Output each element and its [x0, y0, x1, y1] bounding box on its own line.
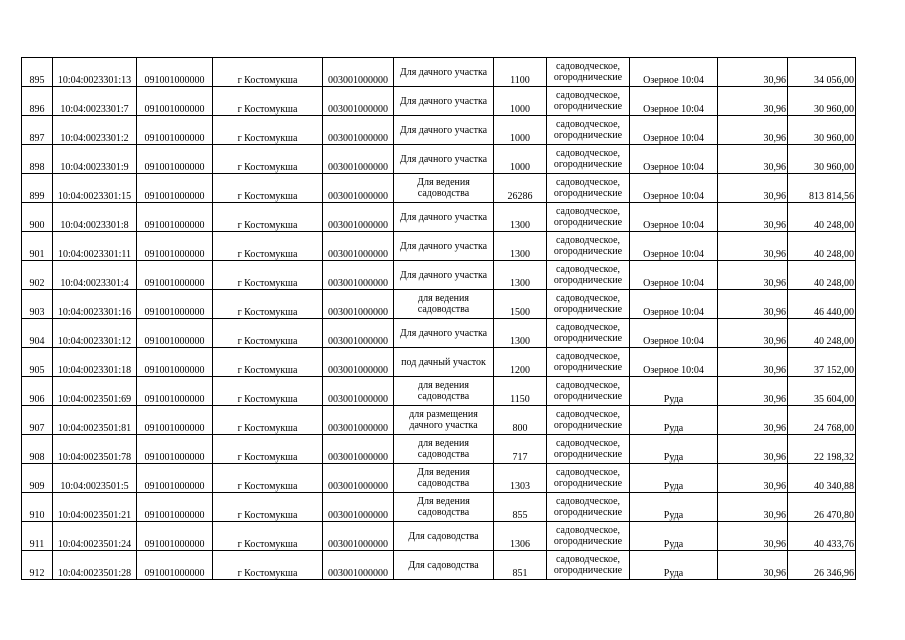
cadastral-value-cell: 40 248,00 — [788, 319, 856, 348]
settlement-code-cell: 091001000000 — [137, 377, 213, 406]
location-name-cell: Руда — [630, 551, 718, 580]
use-category-cell — [547, 145, 630, 174]
permitted-use-line: садоводства — [417, 449, 470, 460]
permitted-use-cell — [394, 406, 494, 435]
settlement-name-cell: г Костомукша — [213, 232, 323, 261]
permitted-use-cell — [394, 116, 494, 145]
rate-value-cell: 30,96 — [718, 87, 788, 116]
location-name-cell: Озерное 10:04 — [630, 290, 718, 319]
settlement-name-cell: г Костомукша — [213, 348, 323, 377]
settlement-name-cell: г Костомукша — [213, 145, 323, 174]
row-number-cell: 909 — [22, 464, 53, 493]
use-category-cell — [547, 464, 630, 493]
settlement-code-cell: 091001000000 — [137, 551, 213, 580]
permitted-use-line: под дачный участок — [401, 356, 486, 368]
permitted-use-line: Для дачного участка — [399, 124, 488, 136]
cadastral-number-cell: 10:04:0023301:8 — [53, 203, 137, 232]
rate-value-cell: 30,96 — [718, 377, 788, 406]
cadastral-number-cell: 10:04:0023501:69 — [53, 377, 137, 406]
oktmo-code-cell: 003001000000 — [323, 406, 394, 435]
permitted-use-line: для ведения — [418, 438, 469, 449]
oktmo-code-cell: 003001000000 — [323, 522, 394, 551]
table-row — [22, 87, 856, 116]
permitted-use-line: Для дачного участка — [399, 95, 488, 107]
settlement-code-cell: 091001000000 — [137, 232, 213, 261]
use-category-cell — [547, 58, 630, 87]
area-value-cell: 1300 — [494, 319, 547, 348]
permitted-use-cell — [394, 145, 494, 174]
use-category-line: огороднические — [553, 449, 623, 460]
use-category-line: садоводческое, — [555, 61, 621, 72]
permitted-use-cell — [394, 319, 494, 348]
table-row — [22, 348, 856, 377]
permitted-use-cell — [394, 232, 494, 261]
cadastral-value-cell: 30 960,00 — [788, 145, 856, 174]
permitted-use-cell — [394, 435, 494, 464]
permitted-use-cell — [394, 174, 494, 203]
use-category-line: садоводческое, — [555, 264, 621, 275]
use-category-cell — [547, 290, 630, 319]
cadastral-number-cell: 10:04:0023501:81 — [53, 406, 137, 435]
location-name-cell: Озерное 10:04 — [630, 116, 718, 145]
permitted-use-cell — [394, 377, 494, 406]
settlement-code-cell: 091001000000 — [137, 145, 213, 174]
cadastral-value-cell: 40 248,00 — [788, 232, 856, 261]
permitted-use-line: Для садоводства — [408, 530, 479, 542]
area-value-cell: 1300 — [494, 261, 547, 290]
use-category-line: огороднические — [553, 246, 623, 257]
settlement-code-cell: 091001000000 — [137, 87, 213, 116]
rate-value-cell: 30,96 — [718, 406, 788, 435]
permitted-use-line: садоводства — [417, 507, 470, 518]
cadastral-value-cell: 30 960,00 — [788, 87, 856, 116]
use-category-line: огороднические — [553, 101, 623, 112]
table-row — [22, 464, 856, 493]
oktmo-code-cell: 003001000000 — [323, 203, 394, 232]
settlement-code-cell: 091001000000 — [137, 174, 213, 203]
settlement-code-cell: 091001000000 — [137, 319, 213, 348]
permitted-use-line: Для дачного участка — [399, 327, 488, 339]
settlement-name-cell: г Костомукша — [213, 435, 323, 464]
area-value-cell: 851 — [494, 551, 547, 580]
cadastral-number-cell: 10:04:0023501:28 — [53, 551, 137, 580]
cadastral-value-cell: 22 198,32 — [788, 435, 856, 464]
row-number-cell: 903 — [22, 290, 53, 319]
use-category-cell — [547, 116, 630, 145]
settlement-code-cell: 091001000000 — [137, 348, 213, 377]
settlement-name-cell: г Костомукша — [213, 406, 323, 435]
permitted-use-line: Для садоводства — [408, 559, 479, 571]
use-category-line: садоводческое, — [555, 496, 621, 507]
permitted-use-line: садоводства — [417, 391, 470, 402]
location-name-cell: Руда — [630, 464, 718, 493]
table-row — [22, 116, 856, 145]
settlement-name-cell: г Костомукша — [213, 493, 323, 522]
use-category-cell — [547, 174, 630, 203]
cadastral-number-cell: 10:04:0023301:16 — [53, 290, 137, 319]
settlement-name-cell: г Костомукша — [213, 87, 323, 116]
table-row — [22, 319, 856, 348]
cadastral-number-cell: 10:04:0023301:4 — [53, 261, 137, 290]
permitted-use-line: садоводства — [417, 478, 470, 489]
cadastral-number-cell: 10:04:0023301:15 — [53, 174, 137, 203]
use-category-line: огороднические — [553, 159, 623, 170]
settlement-code-cell: 091001000000 — [137, 464, 213, 493]
area-value-cell: 1100 — [494, 58, 547, 87]
cadastral-value-cell: 46 440,00 — [788, 290, 856, 319]
use-category-cell — [547, 87, 630, 116]
oktmo-code-cell: 003001000000 — [323, 290, 394, 319]
table-row — [22, 174, 856, 203]
settlement-name-cell: г Костомукша — [213, 261, 323, 290]
use-category-cell — [547, 435, 630, 464]
cadastral-number-cell: 10:04:0023301:13 — [53, 58, 137, 87]
settlement-code-cell: 091001000000 — [137, 522, 213, 551]
permitted-use-line: Для дачного участка — [399, 240, 488, 252]
location-name-cell: Руда — [630, 522, 718, 551]
cadastral-value-cell: 40 340,88 — [788, 464, 856, 493]
settlement-name-cell: г Костомукша — [213, 551, 323, 580]
land-registry-table — [21, 57, 856, 580]
table-row — [22, 261, 856, 290]
cadastral-value-cell: 34 056,00 — [788, 58, 856, 87]
location-name-cell: Озерное 10:04 — [630, 87, 718, 116]
table-row — [22, 145, 856, 174]
permitted-use-cell — [394, 522, 494, 551]
use-category-line: садоводческое, — [555, 554, 621, 565]
oktmo-code-cell: 003001000000 — [323, 87, 394, 116]
permitted-use-line: Для дачного участка — [399, 66, 488, 78]
table-row — [22, 58, 856, 87]
area-value-cell: 1306 — [494, 522, 547, 551]
cadastral-number-cell: 10:04:0023301:2 — [53, 116, 137, 145]
permitted-use-cell — [394, 87, 494, 116]
use-category-line: огороднические — [553, 536, 623, 547]
use-category-cell — [547, 493, 630, 522]
use-category-cell — [547, 551, 630, 580]
permitted-use-line: садоводства — [417, 304, 470, 315]
cadastral-number-cell: 10:04:0023301:9 — [53, 145, 137, 174]
table-row — [22, 232, 856, 261]
location-name-cell: Озерное 10:04 — [630, 348, 718, 377]
row-number-cell: 898 — [22, 145, 53, 174]
rate-value-cell: 30,96 — [718, 348, 788, 377]
permitted-use-cell — [394, 261, 494, 290]
use-category-line: садоводческое, — [555, 148, 621, 159]
settlement-name-cell: г Костомукша — [213, 522, 323, 551]
area-value-cell: 1000 — [494, 145, 547, 174]
use-category-line: огороднические — [553, 217, 623, 228]
row-number-cell: 906 — [22, 377, 53, 406]
use-category-line: садоводческое, — [555, 322, 621, 333]
oktmo-code-cell: 003001000000 — [323, 261, 394, 290]
row-number-cell: 897 — [22, 116, 53, 145]
permitted-use-cell — [394, 493, 494, 522]
cadastral-value-cell: 813 814,56 — [788, 174, 856, 203]
use-category-line: огороднические — [553, 362, 623, 373]
use-category-line: огороднические — [553, 391, 623, 402]
cadastral-number-cell: 10:04:0023301:12 — [53, 319, 137, 348]
rate-value-cell: 30,96 — [718, 435, 788, 464]
use-category-cell — [547, 348, 630, 377]
rate-value-cell: 30,96 — [718, 203, 788, 232]
location-name-cell: Озерное 10:04 — [630, 232, 718, 261]
location-name-cell: Озерное 10:04 — [630, 174, 718, 203]
area-value-cell: 800 — [494, 406, 547, 435]
permitted-use-cell — [394, 348, 494, 377]
oktmo-code-cell: 003001000000 — [323, 377, 394, 406]
cadastral-number-cell: 10:04:0023301:11 — [53, 232, 137, 261]
table-row — [22, 406, 856, 435]
settlement-name-cell: г Костомукша — [213, 203, 323, 232]
area-value-cell: 1200 — [494, 348, 547, 377]
permitted-use-line: дачного участка — [409, 420, 478, 431]
location-name-cell: Озерное 10:04 — [630, 145, 718, 174]
area-value-cell: 1303 — [494, 464, 547, 493]
oktmo-code-cell: 003001000000 — [323, 551, 394, 580]
area-value-cell: 1500 — [494, 290, 547, 319]
row-number-cell: 911 — [22, 522, 53, 551]
location-name-cell: Озерное 10:04 — [630, 319, 718, 348]
permitted-use-cell — [394, 203, 494, 232]
use-category-line: садоводческое, — [555, 380, 621, 391]
settlement-code-cell: 091001000000 — [137, 435, 213, 464]
settlement-name-cell: г Костомукша — [213, 319, 323, 348]
oktmo-code-cell: 003001000000 — [323, 493, 394, 522]
row-number-cell: 907 — [22, 406, 53, 435]
location-name-cell: Руда — [630, 406, 718, 435]
permitted-use-line: для ведения — [418, 293, 469, 304]
row-number-cell: 901 — [22, 232, 53, 261]
cadastral-value-cell: 26 346,96 — [788, 551, 856, 580]
permitted-use-cell — [394, 290, 494, 319]
use-category-line: садоводческое, — [555, 351, 621, 362]
permitted-use-line: для ведения — [418, 380, 469, 391]
location-name-cell: Руда — [630, 493, 718, 522]
oktmo-code-cell: 003001000000 — [323, 435, 394, 464]
rate-value-cell: 30,96 — [718, 232, 788, 261]
cadastral-number-cell: 10:04:0023501:5 — [53, 464, 137, 493]
settlement-name-cell: г Костомукша — [213, 464, 323, 493]
area-value-cell: 855 — [494, 493, 547, 522]
oktmo-code-cell: 003001000000 — [323, 319, 394, 348]
cadastral-value-cell: 37 152,00 — [788, 348, 856, 377]
oktmo-code-cell: 003001000000 — [323, 58, 394, 87]
cadastral-value-cell: 30 960,00 — [788, 116, 856, 145]
permitted-use-line: Для дачного участка — [399, 153, 488, 165]
use-category-line: садоводческое, — [555, 409, 621, 420]
oktmo-code-cell: 003001000000 — [323, 174, 394, 203]
area-value-cell: 26286 — [494, 174, 547, 203]
location-name-cell: Озерное 10:04 — [630, 58, 718, 87]
location-name-cell: Руда — [630, 377, 718, 406]
oktmo-code-cell: 003001000000 — [323, 348, 394, 377]
area-value-cell: 1000 — [494, 116, 547, 145]
rate-value-cell: 30,96 — [718, 261, 788, 290]
use-category-line: садоводческое, — [555, 119, 621, 130]
permitted-use-line: Для дачного участка — [399, 269, 488, 281]
permitted-use-line: Для ведения — [417, 467, 470, 478]
table-body — [22, 58, 856, 580]
settlement-name-cell: г Костомукша — [213, 58, 323, 87]
table-row — [22, 435, 856, 464]
use-category-line: садоводческое, — [555, 467, 621, 478]
settlement-name-cell: г Костомукша — [213, 174, 323, 203]
area-value-cell: 1300 — [494, 232, 547, 261]
row-number-cell: 899 — [22, 174, 53, 203]
permitted-use-cell — [394, 464, 494, 493]
cadastral-number-cell: 10:04:0023501:21 — [53, 493, 137, 522]
cadastral-number-cell: 10:04:0023301:7 — [53, 87, 137, 116]
settlement-code-cell: 091001000000 — [137, 261, 213, 290]
use-category-line: садоводческое, — [555, 177, 621, 188]
use-category-cell — [547, 203, 630, 232]
location-name-cell: Руда — [630, 435, 718, 464]
use-category-line: огороднические — [553, 188, 623, 199]
use-category-cell — [547, 319, 630, 348]
use-category-line: огороднические — [553, 565, 623, 576]
use-category-line: огороднические — [553, 130, 623, 141]
rate-value-cell: 30,96 — [718, 116, 788, 145]
use-category-line: огороднические — [553, 478, 623, 489]
settlement-name-cell: г Костомукша — [213, 290, 323, 319]
permitted-use-line: Для дачного участка — [399, 211, 488, 223]
use-category-line: садоводческое, — [555, 90, 621, 101]
cadastral-value-cell: 24 768,00 — [788, 406, 856, 435]
settlement-name-cell: г Костомукша — [213, 116, 323, 145]
row-number-cell: 905 — [22, 348, 53, 377]
rate-value-cell: 30,96 — [718, 290, 788, 319]
cadastral-value-cell: 26 470,80 — [788, 493, 856, 522]
settlement-code-cell: 091001000000 — [137, 203, 213, 232]
rate-value-cell: 30,96 — [718, 174, 788, 203]
cadastral-number-cell: 10:04:0023301:18 — [53, 348, 137, 377]
cadastral-value-cell: 40 248,00 — [788, 261, 856, 290]
rate-value-cell: 30,96 — [718, 319, 788, 348]
row-number-cell: 904 — [22, 319, 53, 348]
permitted-use-cell — [394, 551, 494, 580]
rate-value-cell: 30,96 — [718, 551, 788, 580]
use-category-line: огороднические — [553, 304, 623, 315]
use-category-line: садоводческое, — [555, 525, 621, 536]
use-category-line: огороднические — [553, 72, 623, 83]
oktmo-code-cell: 003001000000 — [323, 145, 394, 174]
settlement-name-cell: г Костомукша — [213, 377, 323, 406]
use-category-cell — [547, 232, 630, 261]
table-row — [22, 551, 856, 580]
use-category-line: садоводческое, — [555, 235, 621, 246]
row-number-cell: 908 — [22, 435, 53, 464]
rate-value-cell: 30,96 — [718, 464, 788, 493]
area-value-cell: 1150 — [494, 377, 547, 406]
use-category-cell — [547, 406, 630, 435]
settlement-code-cell: 091001000000 — [137, 116, 213, 145]
oktmo-code-cell: 003001000000 — [323, 464, 394, 493]
cadastral-value-cell: 40 248,00 — [788, 203, 856, 232]
rate-value-cell: 30,96 — [718, 58, 788, 87]
settlement-code-cell: 091001000000 — [137, 58, 213, 87]
rate-value-cell: 30,96 — [718, 493, 788, 522]
row-number-cell: 912 — [22, 551, 53, 580]
permitted-use-line: Для ведения — [417, 496, 470, 507]
permitted-use-line: Для ведения — [417, 177, 470, 188]
area-value-cell: 1000 — [494, 87, 547, 116]
cadastral-number-cell: 10:04:0023501:24 — [53, 522, 137, 551]
use-category-line: огороднические — [553, 420, 623, 431]
permitted-use-line: для размещения — [409, 409, 478, 420]
area-value-cell: 717 — [494, 435, 547, 464]
permitted-use-cell — [394, 58, 494, 87]
settlement-code-cell: 091001000000 — [137, 493, 213, 522]
row-number-cell: 896 — [22, 87, 53, 116]
use-category-line: огороднические — [553, 275, 623, 286]
settlement-code-cell: 091001000000 — [137, 290, 213, 319]
oktmo-code-cell: 003001000000 — [323, 116, 394, 145]
use-category-line: садоводческое, — [555, 438, 621, 449]
cadastral-number-cell: 10:04:0023501:78 — [53, 435, 137, 464]
row-number-cell: 902 — [22, 261, 53, 290]
rate-value-cell: 30,96 — [718, 145, 788, 174]
table-row — [22, 203, 856, 232]
table-row — [22, 493, 856, 522]
permitted-use-line: садоводства — [417, 188, 470, 199]
use-category-line: огороднические — [553, 333, 623, 344]
cadastral-value-cell: 35 604,00 — [788, 377, 856, 406]
settlement-code-cell: 091001000000 — [137, 406, 213, 435]
rate-value-cell: 30,96 — [718, 522, 788, 551]
table-row — [22, 522, 856, 551]
use-category-cell — [547, 522, 630, 551]
use-category-cell — [547, 261, 630, 290]
location-name-cell: Озерное 10:04 — [630, 261, 718, 290]
use-category-line: садоводческое, — [555, 206, 621, 217]
use-category-cell — [547, 377, 630, 406]
table-row — [22, 290, 856, 319]
use-category-line: огороднические — [553, 507, 623, 518]
row-number-cell: 900 — [22, 203, 53, 232]
table-row — [22, 377, 856, 406]
row-number-cell: 910 — [22, 493, 53, 522]
location-name-cell: Озерное 10:04 — [630, 203, 718, 232]
area-value-cell: 1300 — [494, 203, 547, 232]
cadastral-value-cell: 40 433,76 — [788, 522, 856, 551]
row-number-cell: 895 — [22, 58, 53, 87]
use-category-line: садоводческое, — [555, 293, 621, 304]
oktmo-code-cell: 003001000000 — [323, 232, 394, 261]
